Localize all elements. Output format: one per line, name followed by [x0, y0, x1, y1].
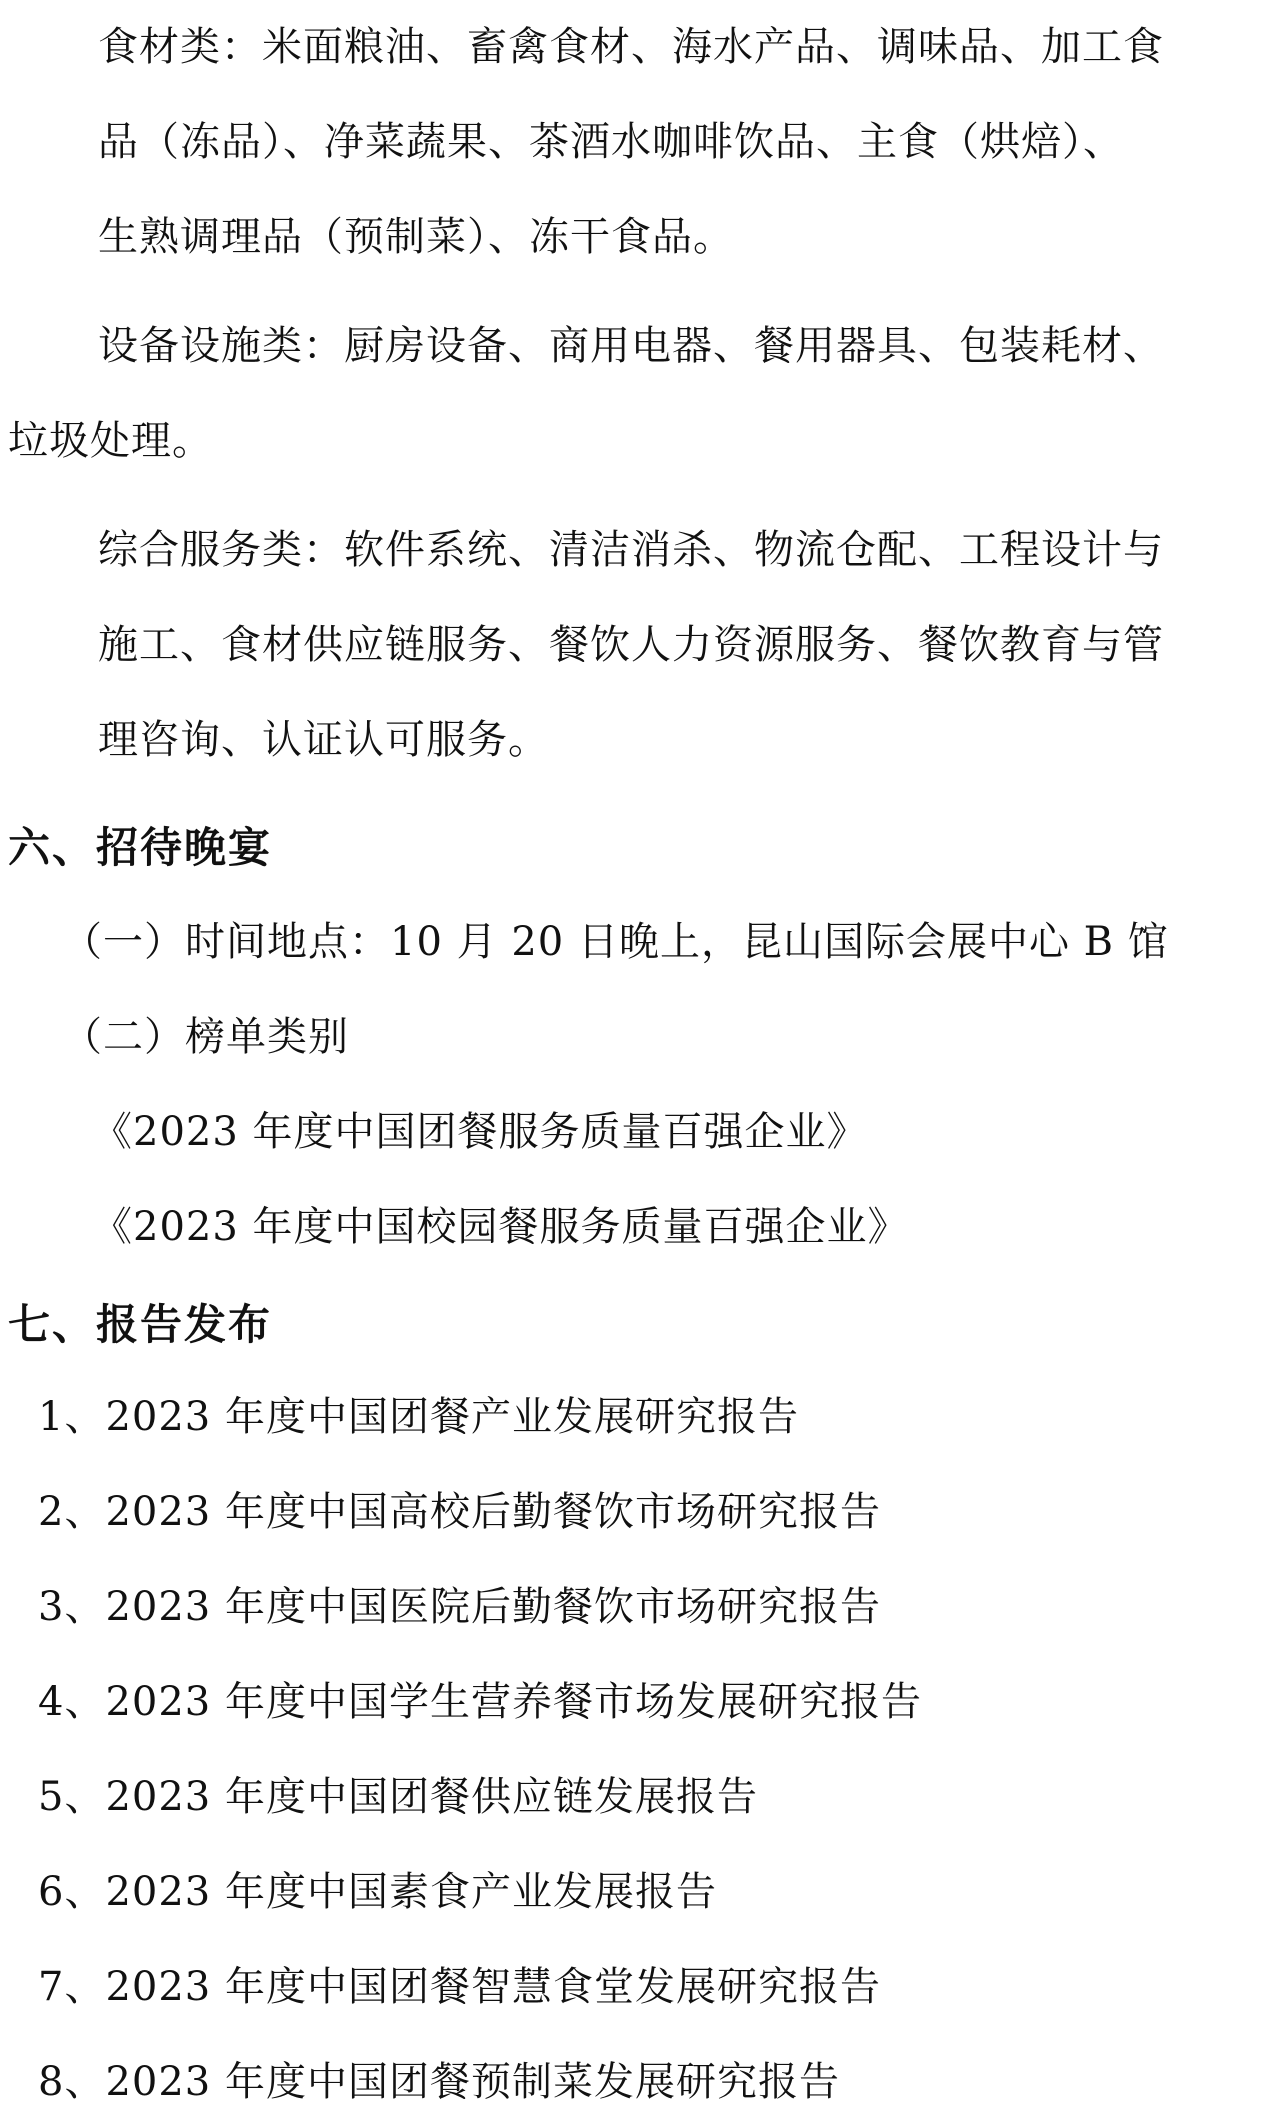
service-category-line-3: 理咨询、认证认可服务。	[98, 717, 549, 763]
banquet-time-place: （一）时间地点：10 月 20 日晚上，昆山国际会展中心 B 馆	[62, 919, 1169, 965]
equipment-category-line-2: 垃圾处理。	[8, 418, 213, 464]
report-item-2: 2、2023 年度中国高校后勤餐饮市场研究报告	[38, 1489, 881, 1535]
report-item-8: 8、2023 年度中国团餐预制菜发展研究报告	[38, 2059, 840, 2105]
list-item-2: 《2023 年度中国校园餐服务质量百强企业》	[92, 1204, 909, 1250]
report-item-3: 3、2023 年度中国医院后勤餐饮市场研究报告	[38, 1584, 881, 1630]
service-category-line-1: 综合服务类：软件系统、清洁消杀、物流仓配、工程设计与	[98, 527, 1164, 573]
food-category-line-3: 生熟调理品（预制菜）、冻干食品。	[98, 214, 734, 260]
section-6-heading: 六、招待晚宴	[8, 823, 273, 872]
list-item-1: 《2023 年度中国团餐服务质量百强企业》	[92, 1109, 868, 1155]
equipment-category-line-1: 设备设施类：厨房设备、商用电器、餐用器具、包装耗材、	[98, 323, 1164, 369]
service-category-line-2: 施工、食材供应链服务、餐饮人力资源服务、餐饮教育与管	[98, 622, 1164, 668]
food-category-line-2: 品（冻品）、净菜蔬果、茶酒水咖啡饮品、主食（烘焙）、	[98, 119, 1124, 165]
list-categories-title: （二）榜单类别	[62, 1014, 349, 1060]
report-item-7: 7、2023 年度中国团餐智慧食堂发展研究报告	[38, 1964, 881, 2010]
report-item-4: 4、2023 年度中国学生营养餐市场发展研究报告	[38, 1679, 922, 1725]
food-category-line-1: 食材类：米面粮油、畜禽食材、海水产品、调味品、加工食	[98, 24, 1164, 70]
report-item-5: 5、2023 年度中国团餐供应链发展报告	[38, 1774, 758, 1820]
section-7-heading: 七、报告发布	[8, 1300, 273, 1349]
report-item-6: 6、2023 年度中国素食产业发展报告	[38, 1869, 717, 1915]
report-item-1: 1、2023 年度中国团餐产业发展研究报告	[38, 1394, 799, 1440]
